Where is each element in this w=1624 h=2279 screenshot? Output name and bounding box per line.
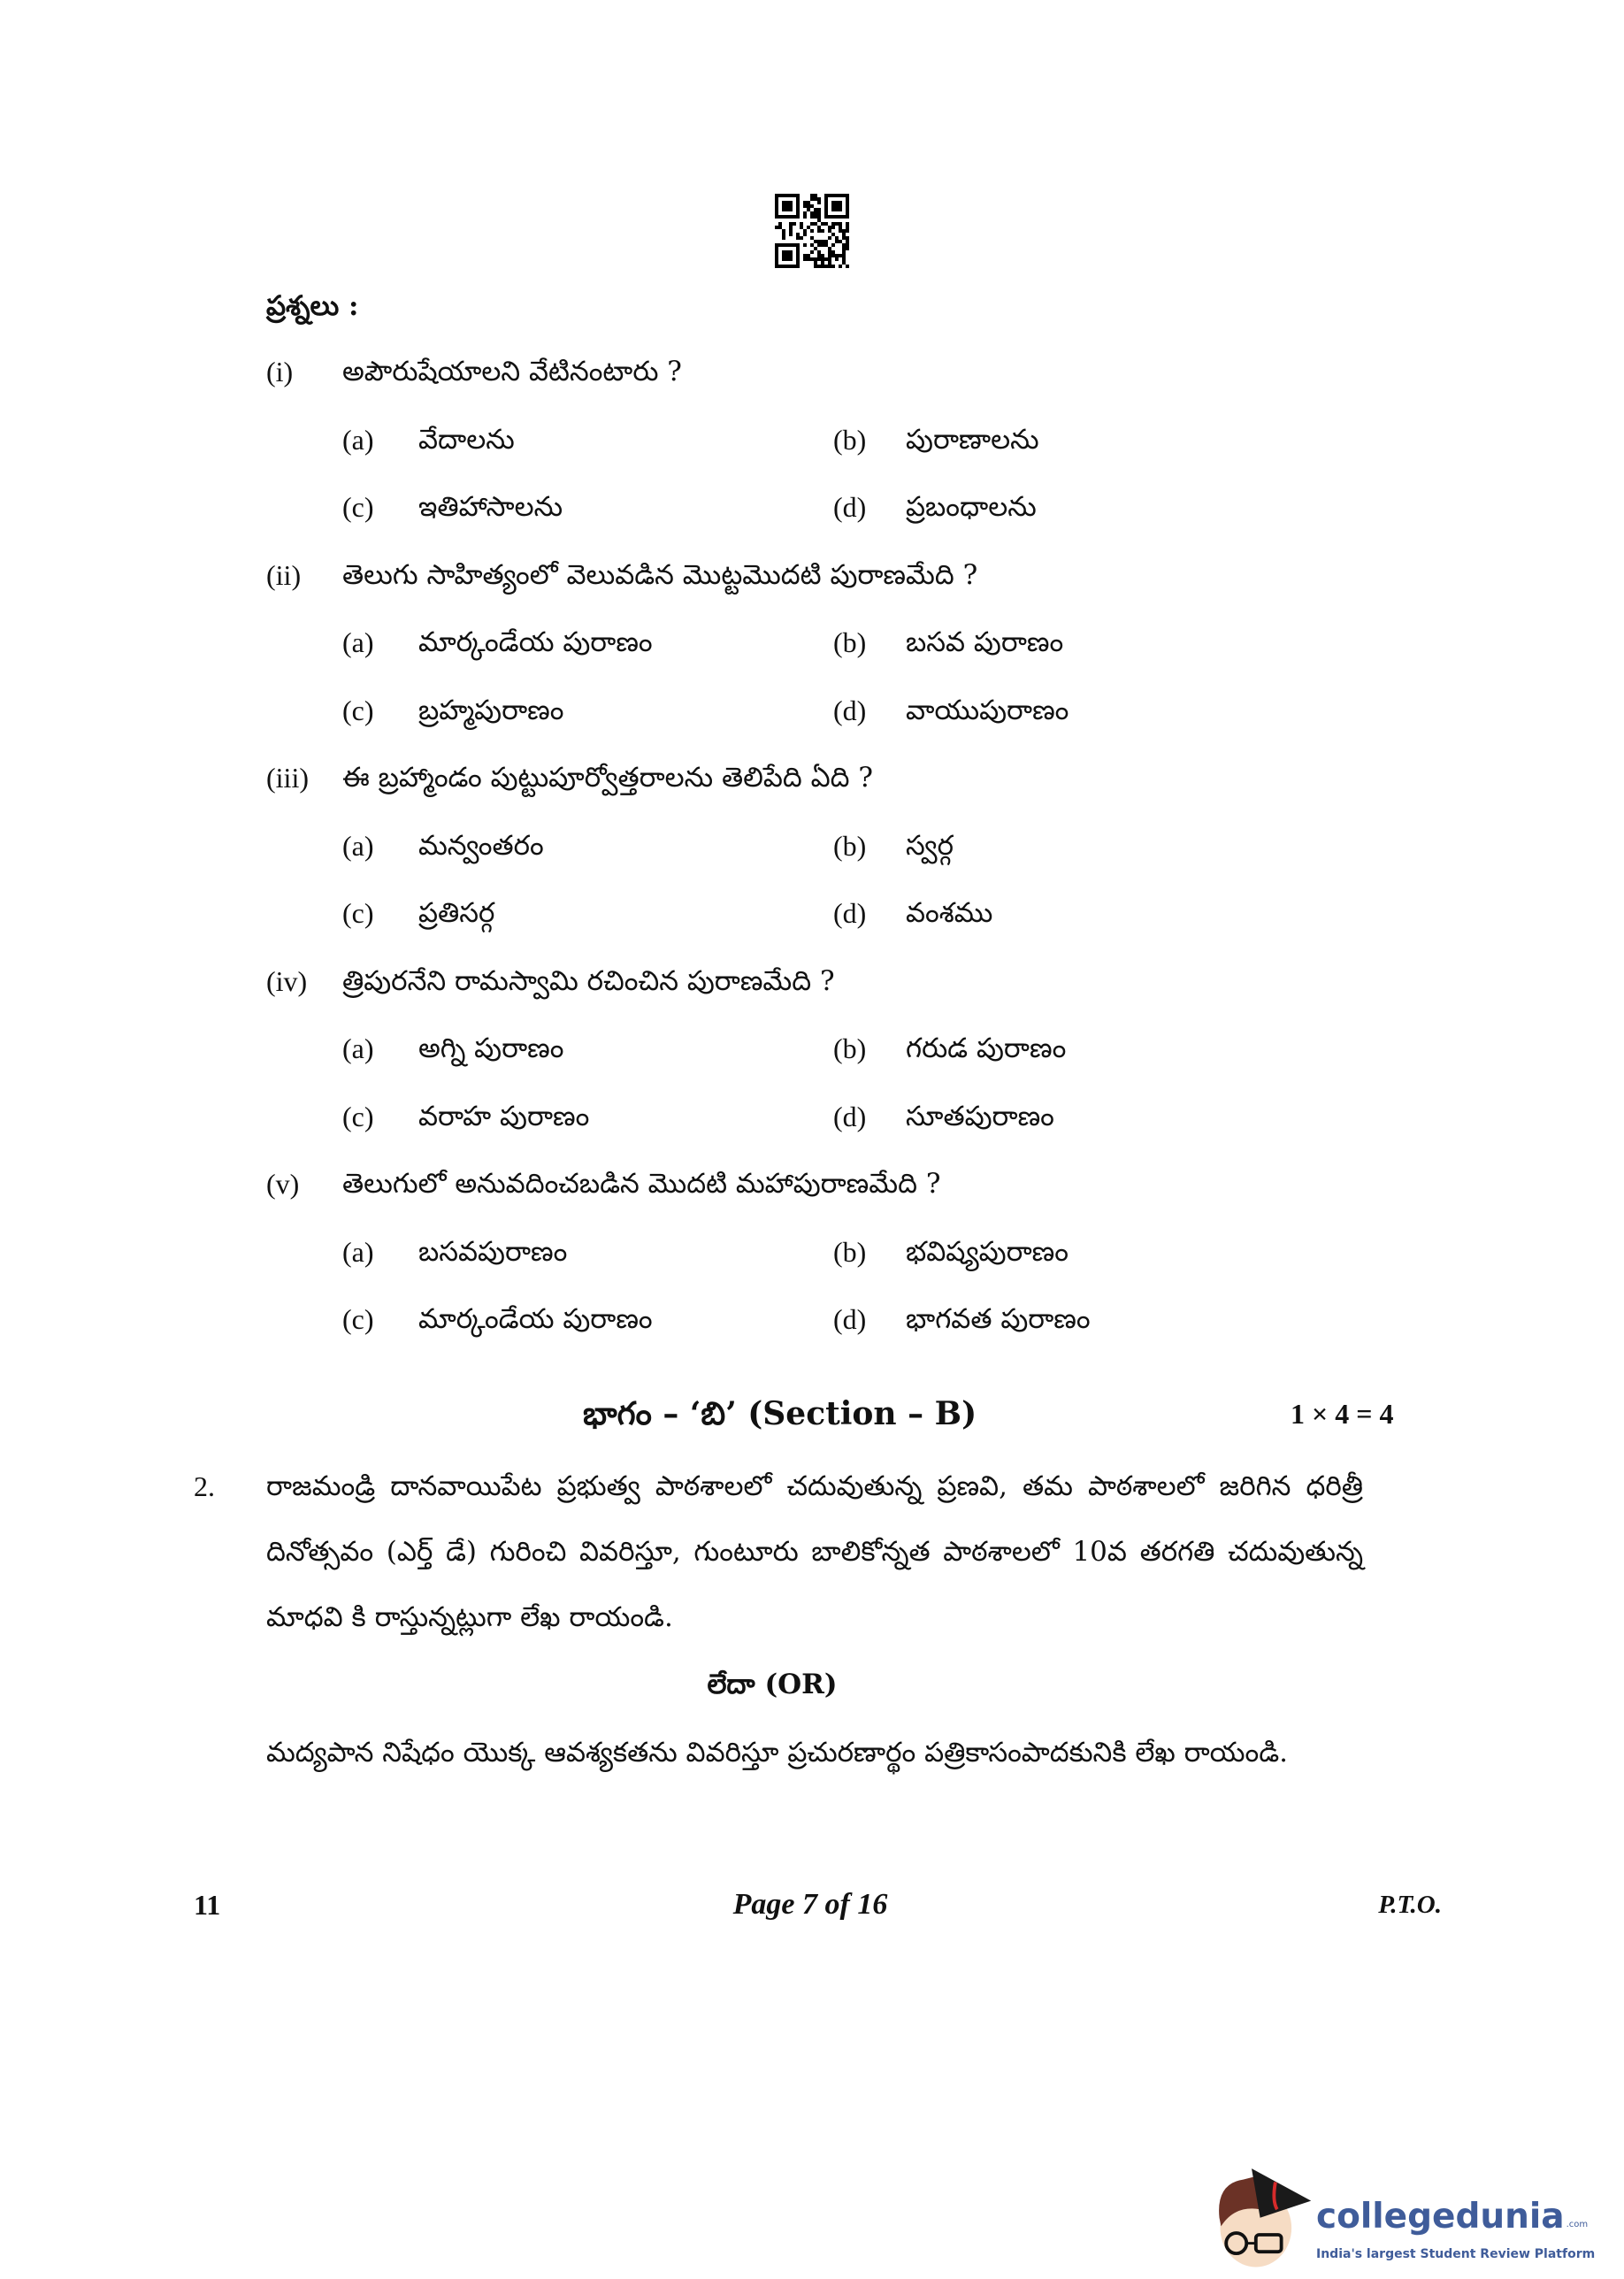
option-label: (d) — [833, 1303, 867, 1335]
option-label: (d) — [833, 1100, 867, 1132]
question-text: తెలుగు సాహిత్యంలో వెలువడిన మొట్టమొదటి పురాణమేది ? — [342, 558, 978, 591]
option-label: (a) — [342, 829, 374, 862]
option-label: (c) — [342, 491, 374, 523]
logo-wordmark: collegedunia — [1316, 2197, 1565, 2237]
collegedunia-logo — [1209, 2156, 1620, 2271]
option-text: వరాహ పురాణం — [418, 1100, 590, 1132]
logo-wordmark-row — [1316, 2197, 1588, 2237]
question-number: (v) — [266, 1168, 300, 1200]
section-b-marks: 1 × 4 = 4 — [1291, 1398, 1394, 1430]
option-text: ప్రతిసర్గ — [418, 897, 495, 929]
option-label: (b) — [833, 626, 867, 658]
section-b-title: భాగం – ‘బి’ (Section – B) — [583, 1395, 977, 1432]
option-label: (b) — [833, 1235, 867, 1268]
question-number: (ii) — [266, 558, 302, 591]
questions-heading: ప్రశ్నలు : — [266, 290, 359, 322]
question-number: (iv) — [266, 964, 308, 997]
option-text: ఇతిహాసాలను — [418, 491, 563, 523]
option-label: (a) — [342, 423, 374, 456]
option-label: (a) — [342, 1235, 374, 1268]
option-text: వాయుపురాణం — [906, 694, 1069, 726]
option-text: గరుడ పురాణం — [906, 1032, 1067, 1064]
option-label: (d) — [833, 897, 867, 929]
page-number: Page 7 of 16 — [732, 1888, 888, 1921]
option-label: (c) — [342, 897, 374, 929]
logo-tagline: India's largest Student Review Platform — [1316, 2247, 1596, 2261]
question-number: (i) — [266, 356, 294, 388]
option-text: సూతపురాణం — [906, 1100, 1054, 1132]
option-text: వంశము — [906, 897, 993, 929]
option-label: (a) — [342, 626, 374, 658]
option-text: బసవ పురాణం — [906, 626, 1064, 658]
question-text: ఈ బ్రహ్మాండం పుట్టుపూర్వోత్తరాలను తెలిపేది ఏది ? — [342, 762, 874, 794]
question-number: (iii) — [266, 762, 309, 794]
option-label: (c) — [342, 1100, 374, 1132]
option-label: (d) — [833, 694, 867, 726]
question-text: అపౌరుషేయాలని వేటినంటారు ? — [342, 356, 682, 388]
question-2-text: రాజమండ్రి దానవాయిపేట ప్రభుత్వ పాఠశాలలో చదువుతున్న ప్రణవి, తమ పాఠశాలలో జరిగిన ధరిత్రీ దినోత్సవం (ఎర్త్ డే) గురించి వివరిస్తూ, గుంటూరు బాలికోన్నత పాఠశాలలో 10వ తరగతి చదువుతున్న మాధవి కి రాస్తున్నట్లుగా లేఖ రాయండి. — [266, 1470, 1363, 1633]
option-label: (c) — [342, 694, 374, 726]
option-text: బ్రహ్మపురాణం — [418, 694, 564, 726]
option-label: (c) — [342, 1303, 374, 1335]
question-2-number: 2. — [194, 1470, 215, 1502]
option-text: పురాణాలను — [906, 423, 1039, 456]
pto-label: P.T.O. — [1378, 1891, 1442, 1919]
question-text: త్రిపురనేని రామస్వామి రచించిన పురాణమేది ? — [342, 964, 835, 997]
alternative-question-text: మద్యపాన నిషేధం యొక్క ఆవశ్యకతను వివరిస్తూ ప్రచురణార్థం పత్రికాసంపాదకునికి లేఖ రాయండి. — [266, 1737, 1289, 1769]
option-text: అగ్ని పురాణం — [418, 1032, 564, 1064]
option-text: బసవపురాణం — [418, 1235, 568, 1268]
option-text: మార్కండేయ పురాణం — [418, 1303, 653, 1335]
option-text: వేదాలను — [418, 423, 515, 456]
or-label: లేదా (OR) — [707, 1669, 838, 1700]
option-label: (a) — [342, 1032, 374, 1064]
mascot-icon — [1209, 2156, 1315, 2271]
option-label: (b) — [833, 423, 867, 456]
qr-code — [775, 194, 849, 268]
option-label: (b) — [833, 829, 867, 862]
option-text: భాగవత పురాణం — [906, 1303, 1091, 1335]
logo-suffix: .com — [1566, 2220, 1589, 2229]
question-text: తెలుగులో అనువదించబడిన మొదటి మహాపురాణమేది ? — [342, 1168, 941, 1200]
option-label: (d) — [833, 491, 867, 523]
option-text: స్వర్గ — [906, 829, 954, 862]
option-text: మార్కండేయ పురాణం — [418, 626, 653, 658]
option-label: (b) — [833, 1032, 867, 1064]
option-text: ప్రబంధాలను — [906, 491, 1037, 523]
page-code: 11 — [194, 1889, 221, 1921]
option-text: భవిష్యపురాణం — [906, 1235, 1069, 1268]
option-text: మన్వంతరం — [418, 829, 544, 862]
